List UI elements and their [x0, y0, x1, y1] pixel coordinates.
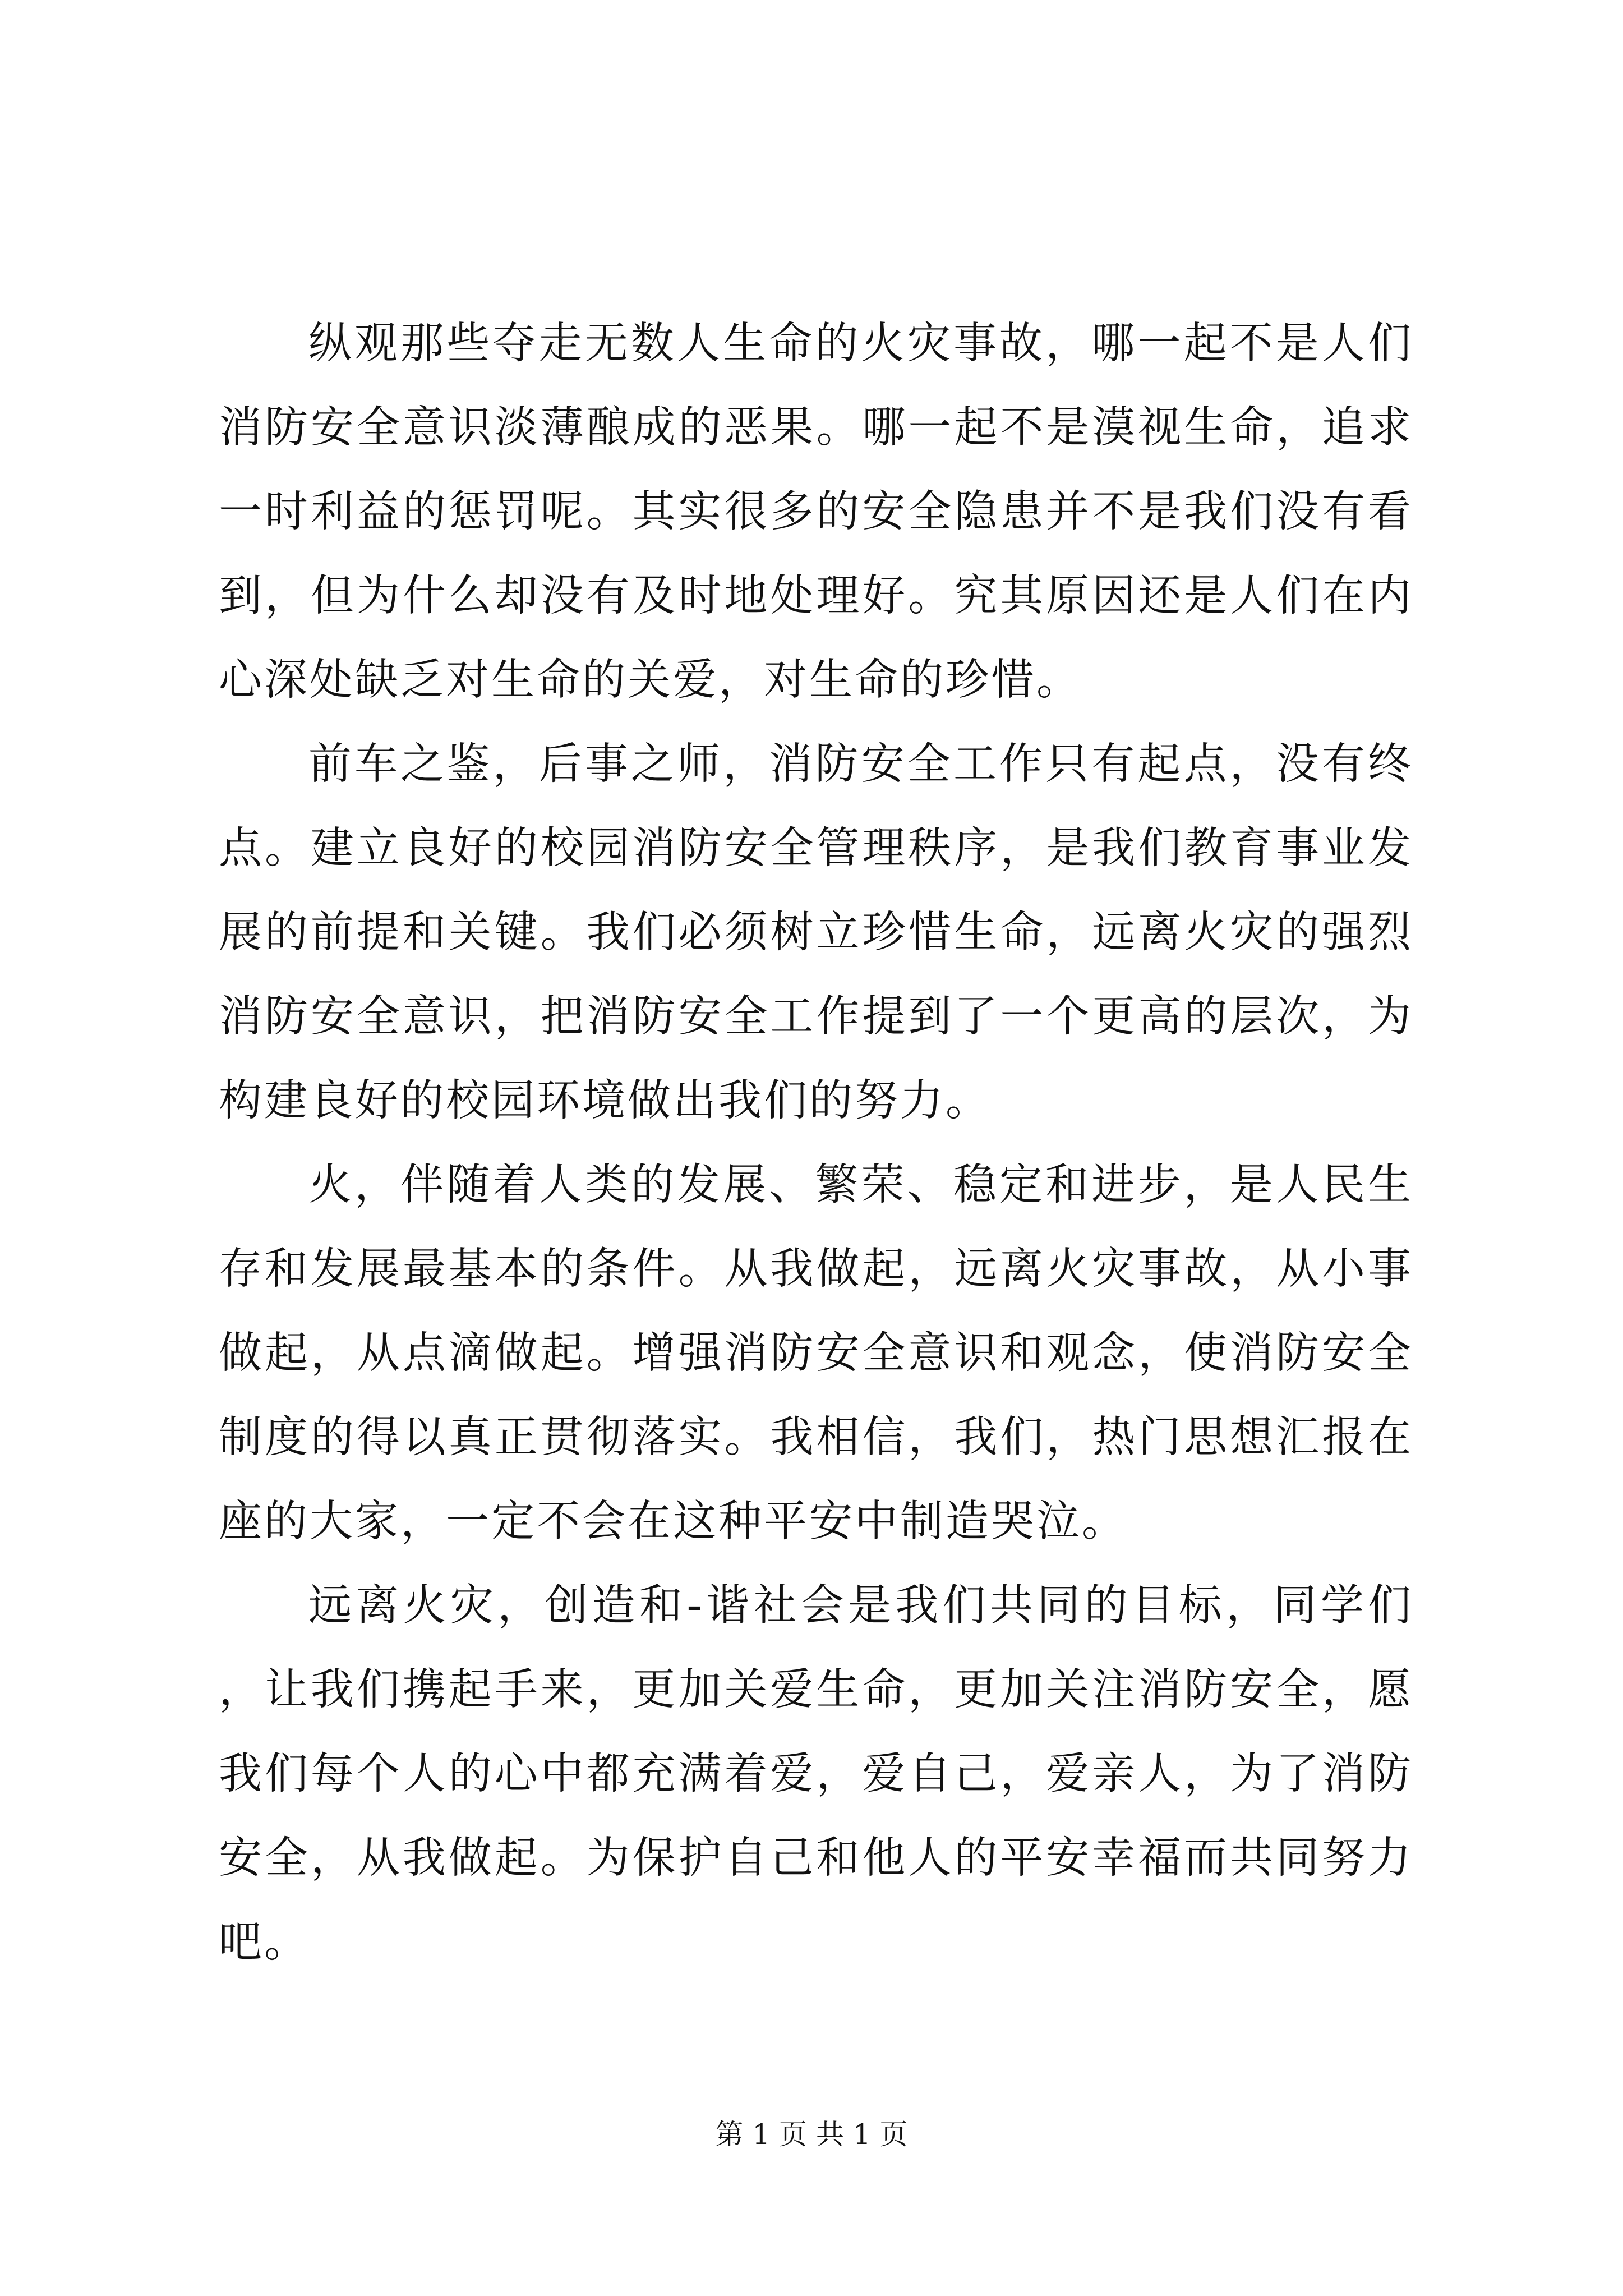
document-body [219, 302, 1413, 1985]
paragraph-1: 纵观那些夺走无数人生命的火灾事故，哪一起不是人们消防安全意识淡薄酿成的恶果。哪一起不是漠视生命，追求一时利益的惩罚呢。其实很多的安全隐患并不是我们没有看到，但为什么却没有及时地处理好。究其原因还是人们在内心深处缺乏对生命的关爱，对生命的珍惜。 [219, 319, 1413, 705]
paragraph-3: 火，伴随着人类的发展、繁荣、稳定和进步，是人民生存和发展最基本的条件。从我做起，远离火灾事故，从小事做起，从点滴做起。增强消防安全意识和观念，使消防安全制度的得以真正贯彻落实。我相信，我们，热门思想汇报在座的大家，一定不会在这种平安中制造哭泣。 [219, 1160, 1413, 1547]
page-number-footer: 第 1 页 共 1 页 [715, 2118, 908, 2151]
paragraph-4: 远离火灾，创造和-谐社会是我们共同的目标，同学们，让我们携起手来，更加关爱生命，更加关注消防安全，愿我们每个人的心中都充满着爱，爱自己，爱亲人，为了消防安全，从我做起。为保护自己和他人的平安幸福而共同努力吧。 [219, 1581, 1413, 1967]
paragraph-2: 前车之鉴，后事之师，消防安全工作只有起点，没有终点。建立良好的校园消防安全管理秩序，是我们教育事业发展的前提和关键。我们必须树立珍惜生命，远离火灾的强烈消防安全意识，把消防安全工作提到了一个更高的层次，为构建良好的校园环境做出我们的努力。 [219, 739, 1413, 1126]
